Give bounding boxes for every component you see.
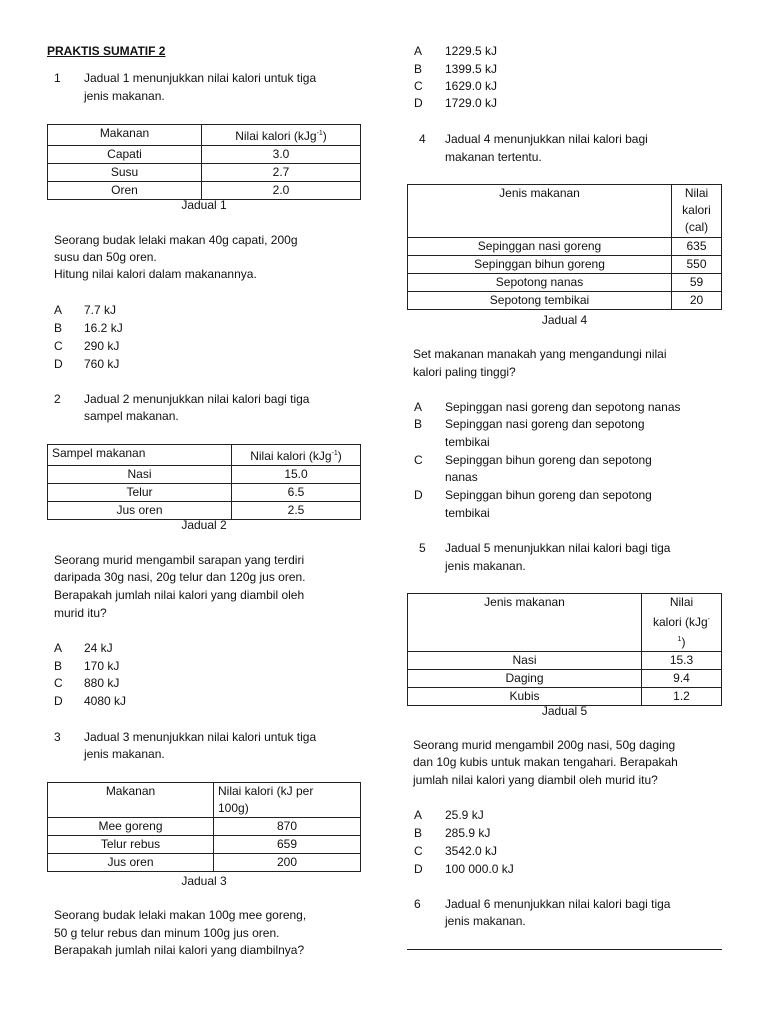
- option-letter: C: [414, 453, 423, 467]
- table-cell: 59: [672, 274, 722, 292]
- option-text: Sepinggan nasi goreng dan sepotong nanas: [445, 400, 681, 414]
- question-text: Berapakah jumlah nilai kalori yang diambilnya?: [54, 943, 305, 957]
- option-letter: D: [54, 357, 63, 371]
- question-intro: jenis makanan.: [445, 559, 526, 573]
- question-text: 50 g telur rebus dan minum 100g jus oren.: [54, 926, 280, 940]
- question-text: jumlah nilai kalori yang diambil oleh murid itu?: [413, 773, 658, 787]
- question-text: Seorang budak lelaki makan 100g mee goreng,: [54, 908, 307, 922]
- table-cell: Oren: [48, 182, 202, 200]
- question-text: Seorang murid mengambil sarapan yang terdiri: [54, 553, 305, 567]
- header-text: kalori: [682, 203, 711, 217]
- option-text: 880 kJ: [84, 676, 120, 690]
- table-header-row: [48, 783, 361, 818]
- table-row: [48, 854, 361, 872]
- question-number: 5: [419, 541, 426, 555]
- table-row: [408, 274, 722, 292]
- option-text: nanas: [445, 470, 478, 484]
- table-cell: Kubis: [408, 688, 642, 706]
- option-text: Sepinggan bihun goreng dan sepotong: [445, 488, 652, 502]
- question-intro: jenis makanan.: [84, 89, 165, 103]
- table-row: [48, 146, 361, 164]
- option-text: tembikai: [445, 506, 490, 520]
- table-jadual-5: [407, 593, 722, 706]
- option-letter: D: [414, 488, 423, 502]
- option-text: 3542.0 kJ: [445, 844, 498, 858]
- option-letter: C: [54, 676, 63, 690]
- table-row: [48, 818, 361, 836]
- table-cell: 2.7: [202, 164, 361, 182]
- question-number: 3: [54, 730, 61, 744]
- option-text: 1729.0 kJ: [445, 96, 498, 110]
- table-row: [48, 164, 361, 182]
- table-cell: Susu: [48, 164, 202, 182]
- table-cell: Daging: [408, 670, 642, 688]
- header-text: 100g): [218, 801, 249, 815]
- table-cell: Telur: [48, 484, 232, 502]
- table-header-cell: [214, 783, 361, 818]
- table-header-cell: Makanan: [48, 125, 202, 146]
- table-jadual-3: [47, 782, 361, 872]
- option-letter: A: [414, 808, 423, 822]
- table-cell: Telur rebus: [48, 836, 214, 854]
- table-cell: 2.0: [202, 182, 361, 200]
- question-text: dan 10g kubis untuk makan tengahari. Berapakah: [413, 755, 678, 769]
- table-header-cell: [672, 185, 722, 238]
- table-jadual-4: [407, 184, 722, 310]
- question-intro: Jadual 3 menunjukkan nilai kalori untuk tiga: [84, 730, 317, 744]
- table-cell: Capati: [48, 146, 202, 164]
- question-text: Hitung nilai kalori dalam makanannya.: [54, 267, 257, 281]
- option-text: 760 kJ: [84, 357, 120, 371]
- table-cell: Jus oren: [48, 854, 214, 872]
- option-text: 100 000.0 kJ: [445, 862, 514, 876]
- table-row: [408, 652, 722, 670]
- question-text: daripada 30g nasi, 20g telur dan 120g jus oren.: [54, 570, 306, 584]
- header-superscript: 1: [677, 636, 682, 643]
- table-row: [48, 466, 361, 484]
- table-cell: 20: [672, 292, 722, 310]
- option-letter: A: [54, 641, 63, 655]
- table-jadual-1: [47, 124, 361, 200]
- table-header-cell: [202, 125, 361, 146]
- header-text: (cal): [684, 220, 709, 234]
- option-text: Sepinggan bihun goreng dan sepotong: [445, 453, 652, 467]
- table-cell: Sepinggan nasi goreng: [408, 238, 672, 256]
- option-text: 1229.5 kJ: [445, 44, 498, 58]
- table-cell: Mee goreng: [48, 818, 214, 836]
- option-text: 285.9 kJ: [445, 826, 491, 840]
- table-caption: Jadual 5: [541, 704, 588, 718]
- table-row: [408, 256, 722, 274]
- option-letter: D: [414, 862, 423, 876]
- question-number: 6: [414, 897, 421, 911]
- option-letter: D: [54, 694, 63, 708]
- option-text: Sepinggan nasi goreng dan sepotong: [445, 417, 645, 431]
- table-cell: Sepinggan bihun goreng: [408, 256, 672, 274]
- table-cell: Nasi: [48, 466, 232, 484]
- table-cell: 550: [672, 256, 722, 274]
- table-row: [408, 292, 722, 310]
- header-text: Nilai: [684, 186, 709, 200]
- table-caption: Jadual 3: [181, 874, 227, 888]
- option-letter: B: [54, 659, 63, 673]
- question-intro: jenis makanan.: [445, 914, 526, 928]
- table-header-cell: [642, 594, 722, 652]
- option-letter: C: [414, 844, 423, 858]
- option-text: 16.2 kJ: [84, 321, 123, 335]
- option-text: 25.9 kJ: [445, 808, 484, 822]
- worksheet-title: PRAKTIS SUMATIF 2: [47, 44, 166, 58]
- question-intro: jenis makanan.: [84, 747, 165, 761]
- table-cell: 2.5: [232, 502, 361, 520]
- table-cell: Sepotong tembikai: [408, 292, 672, 310]
- question-text: Seorang murid mengambil 200g nasi, 50g daging: [413, 738, 676, 752]
- option-text: 170 kJ: [84, 659, 120, 673]
- question-number: 4: [419, 132, 426, 146]
- table-cell: 15.3: [642, 652, 722, 670]
- table-caption: Jadual 1: [181, 198, 227, 212]
- table-cell: 659: [214, 836, 361, 854]
- table-header-row: [48, 125, 361, 146]
- option-text: 290 kJ: [84, 339, 120, 353]
- header-text: ): [337, 449, 342, 463]
- table-header-cell: Jenis makanan: [408, 185, 672, 238]
- table-cell: 200: [214, 854, 361, 872]
- table-cell: 9.4: [642, 670, 722, 688]
- table-header-row: [48, 445, 361, 466]
- header-text: Nilai kalori (kJg: [235, 129, 317, 143]
- header-superscript: -: [707, 616, 711, 623]
- table-header-row: [408, 594, 722, 652]
- table-cell: 635: [672, 238, 722, 256]
- option-text: tembikai: [445, 435, 490, 449]
- table-cell: Nasi: [408, 652, 642, 670]
- table-header-cell: Makanan: [48, 783, 214, 818]
- option-text: 7.7 kJ: [84, 303, 117, 317]
- question-text: Set makanan manakah yang mengandungi nilai: [413, 347, 667, 361]
- question-intro: Jadual 2 menunjukkan nilai kalori bagi tiga: [84, 392, 310, 406]
- option-letter: C: [54, 339, 63, 353]
- question-text: kalori paling tinggi?: [413, 365, 516, 379]
- table-cell: 870: [214, 818, 361, 836]
- table-header-cell: Sampel makanan: [48, 445, 232, 466]
- table-caption: Jadual 4: [541, 313, 588, 327]
- table-header-cell: [232, 445, 361, 466]
- option-text: 24 kJ: [84, 641, 113, 655]
- option-text: 1399.5 kJ: [445, 62, 498, 76]
- table-cell: 6.5: [232, 484, 361, 502]
- option-letter: B: [54, 321, 63, 335]
- table-cell: Sepotong nanas: [408, 274, 672, 292]
- option-letter: A: [414, 44, 423, 58]
- option-letter: B: [414, 826, 423, 840]
- header-text: Nilai: [669, 595, 694, 609]
- question-intro: Jadual 1 menunjukkan nilai kalori untuk tiga: [84, 71, 317, 85]
- question-text: susu dan 50g oren.: [54, 250, 157, 264]
- table-jadual-2: [47, 444, 361, 520]
- option-letter: B: [414, 417, 423, 431]
- table-cell: 1.2: [642, 688, 722, 706]
- table-row: [48, 484, 361, 502]
- question-number: 1: [54, 71, 61, 85]
- option-letter: A: [54, 303, 63, 317]
- table-cell: 15.0: [232, 466, 361, 484]
- question-intro: sampel makanan.: [84, 409, 179, 423]
- option-text: 4080 kJ: [84, 694, 127, 708]
- question-intro: Jadual 4 menunjukkan nilai kalori bagi: [445, 132, 648, 146]
- option-letter: A: [414, 400, 423, 414]
- table-header-row: [408, 185, 722, 238]
- header-superscript: -1: [316, 130, 323, 137]
- table-cell: Jus oren: [48, 502, 232, 520]
- question-text: Seorang budak lelaki makan 40g capati, 200g: [54, 233, 298, 247]
- option-letter: C: [414, 79, 423, 93]
- table-cell: 3.0: [202, 146, 361, 164]
- option-letter: B: [414, 62, 423, 76]
- question-intro: makanan tertentu.: [445, 150, 542, 164]
- table-caption: Jadual 2: [181, 518, 227, 532]
- table-top-border: [407, 949, 722, 950]
- question-intro: Jadual 5 menunjukkan nilai kalori bagi tiga: [445, 541, 671, 555]
- header-superscript: -1: [331, 450, 338, 457]
- question-text: murid itu?: [54, 606, 107, 620]
- table-row: [408, 238, 722, 256]
- header-text: ): [681, 635, 686, 649]
- option-letter: D: [414, 96, 423, 110]
- question-number: 2: [54, 392, 61, 406]
- table-row: [48, 836, 361, 854]
- header-text: Nilai kalori (kJg: [250, 449, 332, 463]
- question-intro: Jadual 6 menunjukkan nilai kalori bagi tiga: [445, 897, 671, 911]
- option-text: 1629.0 kJ: [445, 79, 498, 93]
- question-text: Berapakah jumlah nilai kalori yang diambil oleh: [54, 588, 305, 602]
- header-text: ): [322, 129, 327, 143]
- table-row: [408, 670, 722, 688]
- header-text: Nilai kalori (kJ per: [218, 784, 314, 798]
- header-text: kalori (kJg: [652, 615, 708, 629]
- table-header-cell: Jenis makanan: [408, 594, 642, 652]
